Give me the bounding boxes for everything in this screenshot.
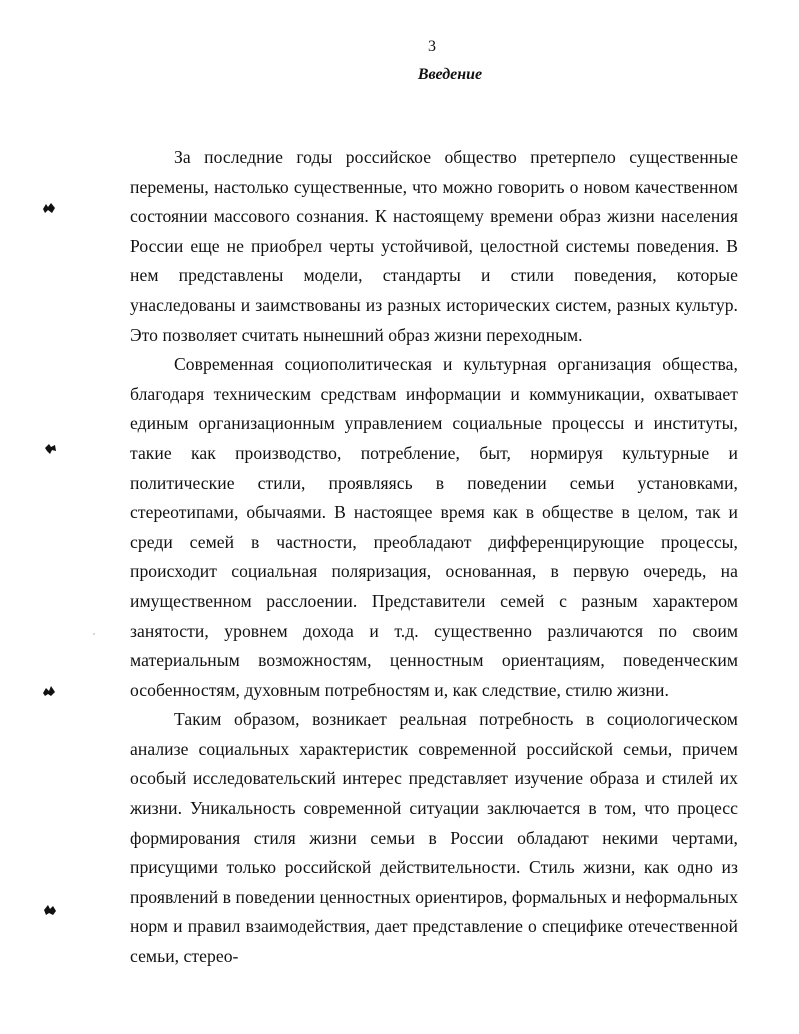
body-text — [130, 143, 738, 972]
paragraph-2: Современная социополитическая и культурная организация общества, благодаря техническим средствам информации и коммуникации, охватывает единым организационным управлением социальные процессы и институты, такие как производство, потребление, быт, нормируя культурные и политические стили, проявляясь в поведении семьи установками, стереотипами, обычаями. В настоящее время как в обществе в целом, так и среди семей в частности, преобладают дифференцирующие процессы, происходит социальная поляризация, основанная, в первую очередь, на имущественном расслоении. Представители семей с разным характером занятости, уровнем дохода и т.д. существенно различаются по своим материальным возможностям, ценностным ориентациям, поведенческим особенностям, духовным потребностям и, как следствие, стилю жизни. — [130, 354, 738, 700]
section-heading: Введение — [417, 66, 483, 83]
paragraph-3: Таким образом, возникает реальная потребность в социологическом анализе социальных характеристик современной российской семьи, причем особый исследовательский интерес представляет изучение образа и стилей их жизни. Уникальность современной ситуации заключается в том, что процесс формирования стиля жизни семьи в России обладают некими чертами, присущими только российской действительности. Стиль жизни, как одно из проявлений в поведении ценностных ориентиров, формальных и неформальных норм и правил взаимодействия, дает представление о специфике отечественной семьи, стерео- — [130, 709, 738, 967]
paragraph-1: За последние годы российское общество претерпело существенные перемены, настолько существенные, что можно говорить о новом качественном состоянии массового сознания. К настоящему времени образ жизни населения России еще не приобрел черты устойчивой, целостной системы поведения. В нем представлены модели, стандарты и стили поведения, которые унаследованы и заимствованы из разных исторических систем, разных культур. Это позволяет считать нынешний образ жизни переходным. — [130, 147, 738, 345]
binding-mark-icon — [42, 201, 56, 215]
scan-speck — [93, 633, 95, 635]
binding-mark-icon — [44, 442, 58, 456]
binding-mark-icon — [43, 903, 57, 917]
binding-mark-icon — [42, 684, 56, 698]
page-number: 3 — [428, 38, 436, 55]
